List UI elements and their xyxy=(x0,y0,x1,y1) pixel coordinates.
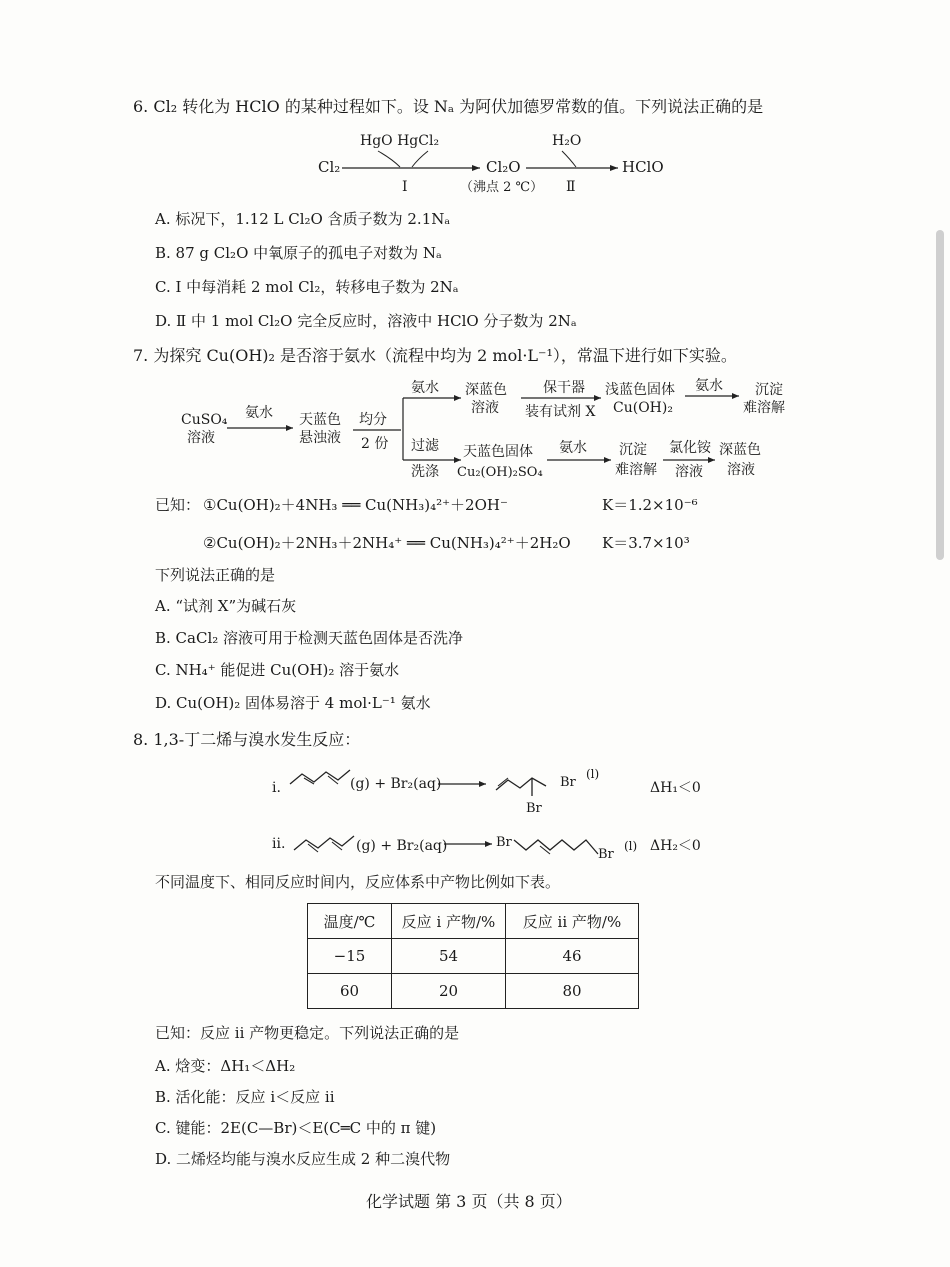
q7-k2: K＝3.7×10³ xyxy=(602,534,690,552)
q6-cl2: Cl₂ xyxy=(318,158,341,176)
q7-option-d: D. Cu(OH)₂ 固体易溶于 4 mol·L⁻¹ 氨水 xyxy=(155,694,431,712)
flow-precipitate-1: 沉淀 xyxy=(755,382,783,398)
flow-suspension: 悬浊液 xyxy=(299,430,341,446)
q6-water: H₂O xyxy=(552,133,582,149)
table-cell: 60 xyxy=(308,974,392,1009)
flow-solution: 溶液 xyxy=(471,400,499,416)
table-cell: 46 xyxy=(506,939,639,974)
flow-ammonia-3: 氨水 xyxy=(695,378,723,394)
flow-split: 均分 xyxy=(359,412,387,428)
q8-stem: 8. 1,3-丁二烯与溴水发生反应： xyxy=(133,730,361,749)
q6-option-c: C. Ⅰ 中每消耗 2 mol Cl₂，转移电子数为 2Nₐ xyxy=(155,278,459,296)
flow-nh4cl: 氯化铵 xyxy=(669,440,711,456)
q6-option-b: B. 87 g Cl₂O 中氧原子的孤电子对数为 Nₐ xyxy=(155,244,442,262)
q7-eq1: ①Cu(OH)₂＋4NH₃ ══ Cu(NH₃)₄²⁺＋2OH⁻ xyxy=(203,496,508,514)
flow-wash: 洗涤 xyxy=(411,464,439,480)
q7-k1: K＝1.2×10⁻⁶ xyxy=(602,496,698,514)
q8-r2-label: ii. xyxy=(272,836,286,852)
flow-precipitate-2: 沉淀 xyxy=(619,442,647,458)
flow-two-parts: 2 份 xyxy=(361,436,389,452)
table-header-row xyxy=(308,904,639,939)
flow-light-blue-solid: 浅蓝色固体 xyxy=(605,382,675,398)
q6-scheme xyxy=(300,125,680,200)
q7-option-c: C. NH₄⁺ 能促进 Cu(OH)₂ 溶于氨水 xyxy=(155,661,400,679)
q7-eq2: ②Cu(OH)₂＋2NH₃＋2NH₄⁺ ══ Cu(NH₃)₄²⁺＋2H₂O xyxy=(203,534,571,552)
table-row xyxy=(308,939,639,974)
q8-br-2: Br xyxy=(560,775,576,790)
q7-known-label: 已知： xyxy=(155,496,201,514)
butadiene-2 xyxy=(294,836,354,850)
flow-dissolve: 溶液 xyxy=(675,464,703,480)
q6-option-d: D. Ⅱ 中 1 mol Cl₂O 完全反应时，溶液中 HClO 分子数为 2Nₐ xyxy=(155,312,577,330)
flow-desiccator: 保干器 xyxy=(543,380,585,396)
table-cell: −15 xyxy=(308,939,392,974)
flow-filter: 过滤 xyxy=(411,438,439,454)
q8-option-a: A. 焓变：ΔH₁＜ΔH₂ xyxy=(155,1057,296,1075)
q6-reagents1: HgO HgCl₂ xyxy=(360,133,440,149)
q7-flow xyxy=(175,372,815,490)
table-row xyxy=(308,974,639,1009)
flow-hard-dissolve-1: 难溶解 xyxy=(743,400,785,416)
table-header-cell: 反应 i 产物/% xyxy=(392,904,506,939)
q6-hclo: HClO xyxy=(622,158,664,176)
q7-ask: 下列说法正确的是 xyxy=(155,566,276,584)
flow-deep-blue-2: 深蓝色 xyxy=(719,442,761,458)
q8-br-3: Br xyxy=(496,835,512,850)
q8-dh2: ΔH₂＜0 xyxy=(650,838,701,854)
flow-sky-blue-solid: 天蓝色固体 xyxy=(463,444,533,460)
flow-deep-blue-soln: 溶液 xyxy=(727,462,755,478)
product-ratio-table xyxy=(307,903,639,1009)
q8-option-d: D. 二烯烃均能与溴水反应生成 2 种二溴代物 xyxy=(155,1150,451,1168)
q8-liquid-2: (l) xyxy=(624,839,638,853)
q8-dh1: ΔH₁＜0 xyxy=(650,780,701,796)
flow-deep-blue: 深蓝色 xyxy=(465,382,507,398)
flow-ammonia-4: 氨水 xyxy=(559,440,587,456)
flow-hard-dissolve-2: 难溶解 xyxy=(615,462,657,478)
q8-option-b: B. 活化能：反应 i＜反应 ii xyxy=(155,1088,335,1106)
product-2 xyxy=(514,840,598,854)
scrollbar[interactable] xyxy=(936,230,944,560)
flow-cuso4: CuSO₄ xyxy=(181,412,228,428)
q8-known: 已知：反应 ii 产物更稳定。下列说法正确的是 xyxy=(155,1024,460,1042)
q8-option-c: C. 键能：2E(C—Br)＜E(C═C 中的 π 键) xyxy=(155,1119,437,1137)
q6-step2: Ⅱ xyxy=(566,179,576,195)
page-footer: 化学试题 第 3 页（共 8 页） xyxy=(366,1192,572,1211)
butadiene-1 xyxy=(290,770,350,784)
q8-br-1: Br xyxy=(526,801,542,816)
q6-bp: （沸点 2 ℃） xyxy=(460,180,544,195)
q8-reactant-2: (g) + Br₂(aq) xyxy=(356,838,448,854)
flow-reagent-x: 装有试剂 X xyxy=(525,404,596,420)
q8-liquid-1: (l) xyxy=(586,767,600,781)
flow-ammonia-2: 氨水 xyxy=(411,380,439,396)
q7-option-a: A. “试剂 X”为碱石灰 xyxy=(155,597,297,615)
q8-table-intro: 不同温度下、相同反应时间内，反应体系中产物比例如下表。 xyxy=(155,873,561,891)
q8-reactant-1: (g) + Br₂(aq) xyxy=(350,776,442,792)
flow-cuoh2: Cu(OH)₂ xyxy=(613,400,673,416)
q6-step1: Ⅰ xyxy=(402,179,408,195)
flow-cuso4-soln: 溶液 xyxy=(187,430,215,446)
flow-ammonia-1: 氨水 xyxy=(245,405,273,421)
table-cell: 54 xyxy=(392,939,506,974)
q7-option-b: B. CaCl₂ 溶液可用于检测天蓝色固体是否洗净 xyxy=(155,629,464,647)
q6-cl2o: Cl₂O xyxy=(486,158,521,176)
table-header-cell: 反应 ii 产物/% xyxy=(506,904,639,939)
table-cell: 80 xyxy=(506,974,639,1009)
q8-br-4: Br xyxy=(598,847,614,862)
product-1 xyxy=(496,778,546,790)
q6-stem: 6. Cl₂ 转化为 HClO 的某种过程如下。设 Nₐ 为阿伏加德罗常数的值。下列说法正确的是 xyxy=(133,97,764,116)
table-cell: 20 xyxy=(392,974,506,1009)
q8-r1-label: i. xyxy=(272,780,281,796)
q6-option-a: A. 标况下，1.12 L Cl₂O 含质子数为 2.1Nₐ xyxy=(155,210,451,228)
flow-sky-blue: 天蓝色 xyxy=(299,412,341,428)
table-header-cell: 温度/℃ xyxy=(308,904,392,939)
q8-reactions xyxy=(268,756,728,868)
flow-basic-salt: Cu₂(OH)₂SO₄ xyxy=(457,465,543,480)
q7-stem: 7. 为探究 Cu(OH)₂ 是否溶于氨水（流程中均为 2 mol·L⁻¹），常温下进行如下实验。 xyxy=(133,346,737,365)
